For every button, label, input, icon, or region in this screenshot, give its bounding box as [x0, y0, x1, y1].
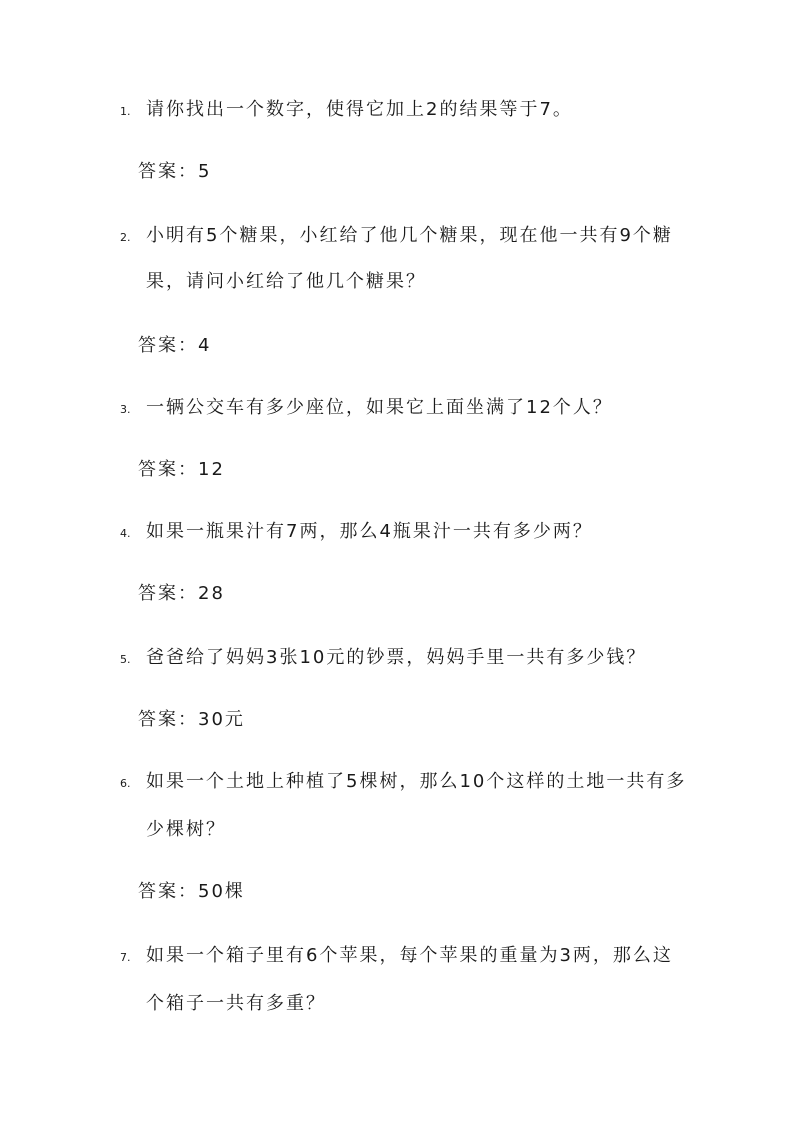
answer-text: 答案：12 [138, 459, 225, 480]
question-number: 7. [120, 951, 131, 964]
question-text-continued: 个箱子一共有多重？ [146, 993, 326, 1014]
question-text: 小明有5个糖果，小红给了他几个糖果，现在他一共有9个糖 [146, 225, 673, 246]
question-number: 3. [120, 403, 131, 416]
question-text: 爸爸给了妈妈3张10元的钞票，妈妈手里一共有多少钱？ [146, 647, 647, 668]
question-number: 2. [120, 231, 131, 244]
answer-text: 答案：5 [138, 161, 212, 182]
question-text: 如果一个土地上种植了5棵树，那么10个这样的土地一共有多 [146, 771, 687, 792]
question-text-continued: 少棵树？ [146, 819, 226, 840]
answer-text: 答案：4 [138, 335, 212, 356]
question-text: 如果一个箱子里有6个苹果，每个苹果的重量为3两，那么这 [146, 945, 673, 966]
question-text-continued: 果，请问小红给了他几个糖果？ [146, 271, 426, 292]
question-number: 6. [120, 777, 131, 790]
answer-text: 答案：28 [138, 583, 225, 604]
question-text: 请你找出一个数字，使得它加上2的结果等于7。 [146, 99, 573, 120]
question-number: 1. [120, 105, 131, 118]
question-text: 一辆公交车有多少座位，如果它上面坐满了12个人？ [146, 397, 613, 418]
question-number: 5. [120, 653, 131, 666]
question-text: 如果一瓶果汁有7两，那么4瓶果汁一共有多少两？ [146, 521, 593, 542]
answer-text: 答案：50棵 [138, 881, 245, 902]
answer-text: 答案：30元 [138, 709, 245, 730]
question-number: 4. [120, 527, 131, 540]
